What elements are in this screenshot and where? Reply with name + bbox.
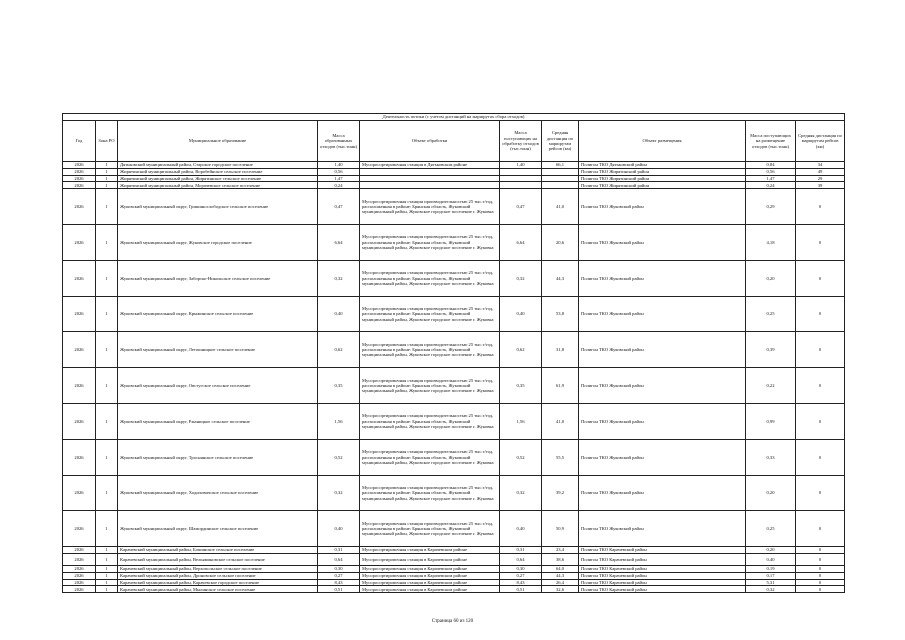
processing-facility-cell: Мусоросортировочная станция производительностью 25 тыс.т/год, расположенная в районе: Брянская область, Жуковский муниципальный район, Жуковское городское поселение г. Жуковка [360,475,500,511]
processing-distance-cell: 38,6 [542,553,579,565]
placement-mass-cell: 0,25 [746,511,796,547]
zone-cell: 1 [96,296,118,332]
processing-facility-cell: Мусоросортировочная станция производительностью 25 тыс.т/год, расположенная в районе: Брянская область, Жуковский муниципальный район, Жуковское городское поселение г. Жуковка [360,439,500,475]
placement-facility-cell: Полигон ТКО Карачевский район [579,579,746,586]
table-row [63,332,845,368]
placement-mass-cell: 0,32 [746,586,796,593]
processing-distance-cell [542,175,579,182]
processing-mass-cell: 0,35 [500,368,542,404]
table-row [63,586,845,593]
year-cell: 2026 [63,475,96,511]
processing-distance-cell [542,182,579,189]
column-header: Средняя дистанция по маршрутам рейсов (км) [796,121,845,162]
year-cell: 2026 [63,565,96,572]
processing-mass-cell: 0,64 [500,553,542,565]
column-header: Год [63,121,96,162]
municipality-cell: Жуковский муниципальный округ, Заборско-Никольское сельское поселение [118,260,318,296]
municipality-cell: Жуковский муниципальный округ, Ходиловичское сельское поселение [118,475,318,511]
municipality-cell: Жуковский муниципальный округ, Шамординское сельское поселение [118,511,318,547]
processing-mass-cell: 0,32 [500,260,542,296]
placement-facility-cell: Полигон ТКО Жуковский район [579,224,746,260]
placement-mass-cell: 0,24 [746,182,796,189]
generated-mass-cell: 0,64 [318,553,360,565]
processing-distance-cell: 39,2 [542,475,579,511]
placement-mass-cell: 0,84 [746,162,796,169]
processing-facility-cell: Мусоросортировочная станция в Карачевском районе [360,547,500,554]
placement-facility-cell: Полигон ТКО Карачевский район [579,572,746,579]
municipality-cell: Жуковский муниципальный округ, Жуковское городское поселение [118,224,318,260]
zone-cell: 1 [96,586,118,593]
placement-distance-cell: 0 [796,565,845,572]
year-cell: 2026 [63,572,96,579]
generated-mass-cell: 0,56 [318,168,360,175]
generated-mass-cell: 0,27 [318,572,360,579]
generated-mass-cell: 0,47 [318,189,360,225]
placement-mass-cell: 0,20 [746,547,796,554]
placement-facility-cell: Полигон ТКО Жуковский район [579,260,746,296]
placement-distance-cell: 39 [796,182,845,189]
processing-facility-cell: Мусоросортировочная станция в Дятьковском районе [360,162,500,169]
year-cell: 2026 [63,439,96,475]
generated-mass-cell: 0,40 [318,296,360,332]
placement-distance-cell: 0 [796,368,845,404]
placement-distance-cell: 0 [796,572,845,579]
placement-facility-cell: Полигон ТКО Жуковский район [579,511,746,547]
placement-distance-cell: 0 [796,579,845,586]
municipality-cell: Жирятинский муниципальный район, Морачевское сельское поселение [118,182,318,189]
column-header: Масса образованных отходов (тыс.тонн) [318,121,360,162]
processing-mass-cell: 0,32 [500,475,542,511]
placement-distance-cell: 0 [796,403,845,439]
table-row [63,368,845,404]
placement-facility-cell: Полигон ТКО Дятьковский район [579,162,746,169]
processing-mass-cell: 0,52 [500,439,542,475]
placement-facility-cell: Полигон ТКО Жуковский район [579,189,746,225]
generated-mass-cell: 0,52 [318,439,360,475]
municipality-cell: Дятьковский муниципальный район, Старское городское поселение [118,162,318,169]
generated-mass-cell: 0,30 [318,565,360,572]
year-cell: 2026 [63,260,96,296]
placement-distance-cell: 0 [796,332,845,368]
zone-cell: 1 [96,260,118,296]
placement-mass-cell: 0,33 [746,439,796,475]
processing-distance-cell: 31,8 [542,332,579,368]
generated-mass-cell: 0,35 [318,368,360,404]
processing-facility-cell: Мусоросортировочная станция в Карачевском районе [360,572,500,579]
table-body [63,162,845,593]
table-banner: Деятельность потоки (с учетом дистанций на маршрутах сбора отходов) [63,114,845,121]
placement-facility-cell: Полигон ТКО Жуковский район [579,439,746,475]
year-cell: 2026 [63,579,96,586]
placement-facility-cell: Полигон ТКО Карачевский район [579,565,746,572]
processing-facility-cell: Мусоросортировочная станция производительностью 25 тыс.т/год, расположенная в районе: Брянская область, Жуковский муниципальный район, Жуковское городское поселение г. Жуковка [360,368,500,404]
processing-facility-cell: Мусоросортировочная станция производительностью 25 тыс.т/год, расположенная в районе: Брянская область, Жуковский муниципальный район, Жуковское городское поселение г. Жуковка [360,260,500,296]
processing-mass-cell: 6,64 [500,224,542,260]
processing-facility-cell: Мусоросортировочная станция в Карачевском районе [360,579,500,586]
processing-facility-cell: Мусоросортировочная станция производительностью 25 тыс.т/год, расположенная в районе: Брянская область, Жуковский муниципальный район, Жуковское городское поселение г. Жуковка [360,511,500,547]
year-cell: 2026 [63,368,96,404]
municipality-cell: Жуковский муниципальный округ, Овстугское сельское поселение [118,368,318,404]
column-header: Средняя дистанция по маршрутам рейсов (км) [542,121,579,162]
zone-cell: 1 [96,182,118,189]
municipality-cell: Жирятинский муниципальный район, Жирятинское сельское поселение [118,175,318,182]
generated-mass-cell: 0,51 [318,586,360,593]
table-row [63,579,845,586]
processing-facility-cell: Мусоросортировочная станция в Карачевском районе [360,565,500,572]
placement-distance-cell: 0 [796,475,845,511]
processing-distance-cell: 44,3 [542,260,579,296]
column-header: Объект размещения [579,121,746,162]
table-row [63,175,845,182]
zone-cell: 1 [96,547,118,554]
placement-distance-cell: 0 [796,547,845,554]
processing-mass-cell [500,175,542,182]
placement-mass-cell: 0,40 [746,553,796,565]
year-cell: 2026 [63,403,96,439]
municipality-cell: Жуковский муниципальный округ, Ржаницкое сельское поселение [118,403,318,439]
year-cell: 2026 [63,182,96,189]
column-header: Муниципальное образование [118,121,318,162]
table-row [63,511,845,547]
column-header: Объект обработки [360,121,500,162]
municipality-cell: Жуковский муниципальный округ, Троснянское сельское поселение [118,439,318,475]
placement-distance-cell: 0 [796,189,845,225]
processing-distance-cell: 26,4 [542,579,579,586]
table-row [63,547,845,554]
placement-distance-cell: 49 [796,168,845,175]
municipality-cell: Жуковский муниципальный округ, Гришинослободское сельское поселение [118,189,318,225]
processing-distance-cell: 20,6 [542,224,579,260]
placement-distance-cell: 0 [796,296,845,332]
table-row [63,553,845,565]
generated-mass-cell: 1,47 [318,175,360,182]
processing-mass-cell [500,182,542,189]
municipality-cell: Жирятинский муниципальный район, Воробейнское сельское поселение [118,168,318,175]
processing-distance-cell: 61,9 [542,368,579,404]
processing-facility-cell [360,168,500,175]
placement-distance-cell: 0 [796,553,845,565]
year-cell: 2026 [63,547,96,554]
table-row [63,565,845,572]
municipality-cell: Карачевский муниципальный район, Дроновское сельское поселение [118,572,318,579]
placement-facility-cell: Полигон ТКО Жирятинский район [579,175,746,182]
placement-facility-cell: Полигон ТКО Жуковский район [579,332,746,368]
placement-distance-cell: 0 [796,260,845,296]
year-cell: 2026 [63,553,96,565]
generated-mass-cell: 0,62 [318,332,360,368]
processing-mass-cell [500,168,542,175]
table-row [63,182,845,189]
zone-cell: 1 [96,189,118,225]
placement-distance-cell: 0 [796,224,845,260]
zone-cell: 1 [96,572,118,579]
placement-facility-cell: Полигон ТКО Жирятинский район [579,168,746,175]
placement-mass-cell: 4,18 [746,224,796,260]
placement-facility-cell: Полигон ТКО Карачевский район [579,547,746,554]
year-cell: 2026 [63,332,96,368]
processing-facility-cell: Мусоросортировочная станция производительностью 25 тыс.т/год, расположенная в районе: Брянская область, Жуковский муниципальный район, Жуковское городское поселение г. Жуковка [360,224,500,260]
processing-distance-cell: 41,0 [542,403,579,439]
placement-mass-cell: 0,99 [746,403,796,439]
zone-cell: 1 [96,368,118,404]
zone-cell: 1 [96,565,118,572]
table-row [63,162,845,169]
placement-facility-cell: Полигон ТКО Жуковский район [579,368,746,404]
waste-flow-table-sheet [62,113,844,593]
processing-mass-cell: 0,27 [500,572,542,579]
processing-distance-cell: 55,5 [542,439,579,475]
generated-mass-cell: 0,31 [318,547,360,554]
placement-mass-cell: 0,22 [746,368,796,404]
processing-distance-cell: 64,0 [542,565,579,572]
table-row [63,296,845,332]
generated-mass-cell: 0,32 [318,260,360,296]
table-row [63,572,845,579]
placement-mass-cell: 0,20 [746,260,796,296]
placement-distance-cell: 0 [796,511,845,547]
year-cell: 2026 [63,175,96,182]
generated-mass-cell: 1,40 [318,162,360,169]
zone-cell: 1 [96,162,118,169]
placement-distance-cell: 0 [796,586,845,593]
generated-mass-cell: 0,40 [318,511,360,547]
table-header-row [63,121,845,162]
year-cell: 2026 [63,586,96,593]
placement-mass-cell: 0,17 [746,572,796,579]
placement-distance-cell: 34 [796,162,845,169]
placement-facility-cell: Полигон ТКО Жирятинский район [579,182,746,189]
processing-mass-cell: 0,40 [500,511,542,547]
column-header: Масса поступающих на размещение отходов (тыс.тонн) [746,121,796,162]
zone-cell: 1 [96,332,118,368]
municipality-cell: Жуковский муниципальный округ, Летошницкое сельское поселение [118,332,318,368]
year-cell: 2026 [63,162,96,169]
zone-cell: 1 [96,175,118,182]
processing-distance-cell [542,168,579,175]
zone-cell: 1 [96,553,118,565]
processing-mass-cell: 0,30 [500,565,542,572]
year-cell: 2026 [63,224,96,260]
processing-mass-cell: 0,62 [500,332,542,368]
processing-distance-cell: 44,3 [542,572,579,579]
processing-distance-cell: 66,1 [542,162,579,169]
processing-facility-cell: Мусоросортировочная станция в Карачевском районе [360,553,500,565]
table-row [63,168,845,175]
table-row [63,403,845,439]
processing-facility-cell: Мусоросортировочная станция производительностью 25 тыс.т/год, расположенная в районе: Брянская область, Жуковский муниципальный район, Жуковское городское поселение г. Жуковка [360,296,500,332]
processing-distance-cell: 53,8 [542,296,579,332]
placement-mass-cell: 0,29 [746,189,796,225]
zone-cell: 1 [96,439,118,475]
processing-mass-cell: 0,40 [500,296,542,332]
processing-mass-cell: 0,47 [500,189,542,225]
placement-facility-cell: Полигон ТКО Жуковский район [579,296,746,332]
zone-cell: 1 [96,579,118,586]
waste-flow-table [62,113,845,593]
processing-facility-cell [360,182,500,189]
column-header: Зона РО [96,121,118,162]
processing-mass-cell: 0,51 [500,586,542,593]
municipality-cell: Карачевский муниципальный район, Карачевское городское поселение [118,579,318,586]
placement-mass-cell: 0,19 [746,565,796,572]
processing-mass-cell: 1,56 [500,403,542,439]
municipality-cell: Карачевский муниципальный район, Верхопольское сельское поселение [118,565,318,572]
processing-mass-cell: 8,43 [500,579,542,586]
processing-facility-cell: Мусоросортировочная станция в Карачевском районе [360,586,500,593]
generated-mass-cell: 1,56 [318,403,360,439]
placement-distance-cell: 29 [796,175,845,182]
processing-facility-cell: Мусоросортировочная станция производительностью 25 тыс.т/год, расположенная в районе: Брянская область, Жуковский муниципальный район, Жуковское городское поселение г. Жуковка [360,189,500,225]
placement-mass-cell: 5,31 [746,579,796,586]
table-row [63,224,845,260]
zone-cell: 1 [96,511,118,547]
placement-mass-cell: 0,25 [746,296,796,332]
page-number: Страница 60 из 120 [431,619,474,624]
municipality-cell: Карачевский муниципальный район, Мылинское сельское поселение [118,586,318,593]
zone-cell: 1 [96,168,118,175]
processing-facility-cell [360,175,500,182]
zone-cell: 1 [96,224,118,260]
table-row [63,260,845,296]
year-cell: 2026 [63,189,96,225]
processing-mass-cell: 0,31 [500,547,542,554]
processing-distance-cell: 50,9 [542,511,579,547]
year-cell: 2026 [63,296,96,332]
placement-facility-cell: Полигон ТКО Жуковский район [579,403,746,439]
year-cell: 2026 [63,168,96,175]
placement-mass-cell: 0,39 [746,332,796,368]
processing-distance-cell: 41,0 [542,189,579,225]
placement-mass-cell: 0,56 [746,168,796,175]
processing-facility-cell: Мусоросортировочная станция производительностью 25 тыс.т/год, расположенная в районе: Брянская область, Жуковский муниципальный район, Жуковское городское поселение г. Жуковка [360,403,500,439]
processing-mass-cell: 1,40 [500,162,542,169]
table-row [63,475,845,511]
year-cell: 2026 [63,511,96,547]
table-banner-row [63,114,845,121]
column-header: Масса поступающих на обработку отходов (тыс.тонн) [500,121,542,162]
zone-cell: 1 [96,475,118,511]
processing-distance-cell: 32,6 [542,586,579,593]
placement-facility-cell: Полигон ТКО Жуковский район [579,475,746,511]
processing-facility-cell: Мусоросортировочная станция производительностью 25 тыс.т/год, расположенная в районе: Брянская область, Жуковский муниципальный район, Жуковское городское поселение г. Жуковка [360,332,500,368]
municipality-cell: Карачевский муниципальный район, Бошинское сельское поселение [118,547,318,554]
placement-mass-cell: 0,20 [746,475,796,511]
generated-mass-cell: 6,64 [318,224,360,260]
placement-distance-cell: 0 [796,439,845,475]
table-row [63,439,845,475]
generated-mass-cell: 0,24 [318,182,360,189]
generated-mass-cell: 0,32 [318,475,360,511]
table-row [63,189,845,225]
placement-mass-cell: 1,47 [746,175,796,182]
zone-cell: 1 [96,403,118,439]
placement-facility-cell: Полигон ТКО Карачевский район [579,553,746,565]
generated-mass-cell: 8,43 [318,579,360,586]
municipality-cell: Карачевский муниципальный район, Вельяминовское сельское поселение [118,553,318,565]
processing-distance-cell: 23,4 [542,547,579,554]
municipality-cell: Жуковский муниципальный округ, Крыжинское сельское поселение [118,296,318,332]
placement-facility-cell: Полигон ТКО Карачевский район [579,586,746,593]
